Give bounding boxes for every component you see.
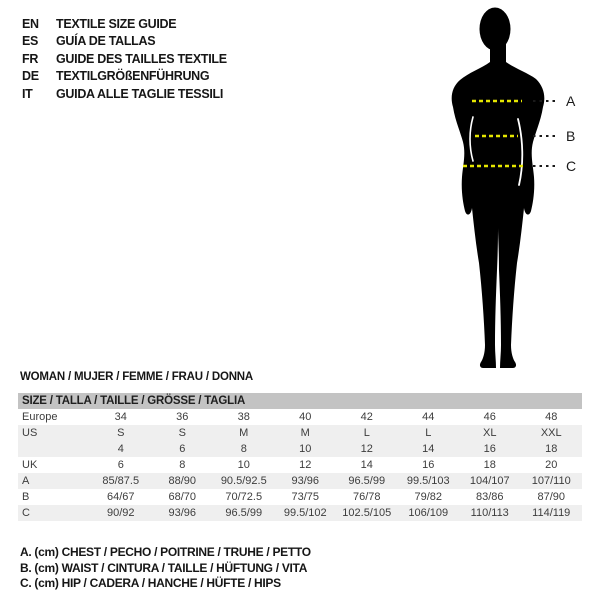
language-label: TEXTILGRÖßENFÜHRUNG: [56, 69, 210, 84]
size-cell: 83/86: [475, 491, 504, 503]
size-cell: S: [90, 425, 152, 441]
size-cell: 93/96: [275, 473, 337, 489]
size-cell: 8: [213, 441, 275, 457]
size-cell: L: [398, 425, 460, 441]
size-cell: 14: [398, 441, 460, 457]
size-cell: XXL: [521, 425, 583, 441]
size-cell: 70/72.5: [225, 491, 263, 503]
size-table-body: [18, 409, 582, 521]
size-cell: 107/110: [521, 473, 583, 489]
size-cell: 106/109: [398, 505, 460, 521]
size-cell: 44: [422, 411, 435, 423]
language-label: GUIDE DES TAILLES TEXTILE: [56, 51, 227, 66]
size-row-label: B: [22, 491, 30, 503]
size-cell: 99.5/102: [275, 505, 337, 521]
size-table-row: [18, 457, 582, 473]
size-cell: 93/96: [152, 505, 214, 521]
language-row: [22, 50, 227, 68]
size-cell: 90/92: [90, 505, 152, 521]
size-table: [18, 393, 582, 521]
language-row: [22, 15, 227, 33]
size-row-label: US: [18, 425, 90, 441]
language-code: IT: [22, 86, 33, 101]
size-cell: 90.5/92.5: [213, 473, 275, 489]
silhouette-body: [452, 41, 545, 368]
size-cell: 110/113: [459, 505, 521, 521]
size-cell: 96.5/99: [336, 473, 398, 489]
size-cell: 12: [336, 441, 398, 457]
size-table-row: [18, 489, 582, 505]
language-row: [22, 68, 227, 86]
size-cell: 114/119: [521, 505, 583, 521]
size-table-row: [18, 473, 582, 489]
marker-label-b: B: [566, 128, 576, 144]
size-cell: 18: [483, 459, 496, 471]
legend-line: A. (cm) CHEST / PECHO / POITRINE / TRUHE / PETTO: [20, 545, 311, 559]
size-cell: 96.5/99: [213, 505, 275, 521]
size-cell: 8: [179, 459, 186, 471]
size-cell: 20: [545, 459, 558, 471]
language-label: GUIDA ALLE TAGLIE TESSILI: [56, 86, 224, 101]
size-row-label: Europe: [22, 411, 58, 423]
size-row-label: UK: [22, 459, 38, 471]
language-code: FR: [22, 51, 39, 66]
size-cell: 104/107: [459, 473, 521, 489]
size-cell: 99.5/103: [398, 473, 460, 489]
size-cell: 38: [237, 411, 250, 423]
size-cell: 16: [459, 441, 521, 457]
legend-line: B. (cm) WAIST / CINTURA / TAILLE / HÜFTUNG / VITA: [20, 560, 308, 575]
woman-silhouette-svg: [438, 5, 598, 373]
size-cell: 6: [152, 441, 214, 457]
language-label: GUÍA DE TALLAS: [56, 34, 156, 49]
size-cell: 12: [299, 459, 312, 471]
size-cell: M: [275, 425, 337, 441]
table-group-title: WOMAN / MUJER / FEMME / FRAU / DONNA: [20, 371, 254, 383]
size-cell: 34: [114, 411, 127, 423]
size-cell: 16: [422, 459, 435, 471]
language-title-list: [22, 15, 227, 103]
size-row-label: [18, 441, 90, 457]
size-cell: M: [213, 425, 275, 441]
size-row-label: A: [18, 473, 90, 489]
size-table-row: [18, 441, 582, 457]
size-cell: 18: [521, 441, 583, 457]
legend-line: C. (cm) HIP / CADERA / HANCHE / HÜFTE / HIPS: [20, 576, 281, 591]
size-table-header: SIZE / TALLA / TAILLE / GRÖSSE / TAGLIA: [18, 393, 582, 409]
size-cell: 40: [299, 411, 312, 423]
size-cell: 42: [360, 411, 373, 423]
language-code: ES: [22, 34, 39, 49]
size-cell: S: [152, 425, 214, 441]
language-code: DE: [22, 69, 39, 84]
size-cell: 48: [545, 411, 558, 423]
size-cell: 76/78: [352, 491, 381, 503]
size-cell: XL: [459, 425, 521, 441]
size-table-row: [18, 425, 582, 441]
size-row-label: C: [18, 505, 90, 521]
size-cell: 4: [90, 441, 152, 457]
marker-label-a: A: [566, 93, 576, 109]
measurement-legend: [20, 545, 311, 592]
language-row: [22, 33, 227, 51]
size-cell: 46: [483, 411, 496, 423]
size-cell: 79/82: [414, 491, 443, 503]
size-cell: 68/70: [168, 491, 197, 503]
size-cell: 36: [176, 411, 189, 423]
size-cell: 73/75: [291, 491, 320, 503]
size-cell: 87/90: [537, 491, 566, 503]
size-table-row: [18, 409, 582, 425]
size-cell: 88/90: [152, 473, 214, 489]
marker-label-c: C: [566, 158, 577, 174]
size-cell: 85/87.5: [90, 473, 152, 489]
size-cell: L: [336, 425, 398, 441]
language-code: EN: [22, 16, 39, 31]
woman-silhouette-figure: [438, 5, 598, 373]
language-row: [22, 85, 227, 103]
size-cell: 10: [275, 441, 337, 457]
size-cell: 6: [117, 459, 124, 471]
size-cell: 14: [360, 459, 373, 471]
size-cell: 10: [237, 459, 250, 471]
size-table-header-row: [18, 393, 582, 409]
size-cell: 102.5/105: [336, 505, 398, 521]
size-cell: 64/67: [106, 491, 135, 503]
language-label: TEXTILE SIZE GUIDE: [56, 16, 177, 31]
size-table-row: [18, 505, 582, 521]
